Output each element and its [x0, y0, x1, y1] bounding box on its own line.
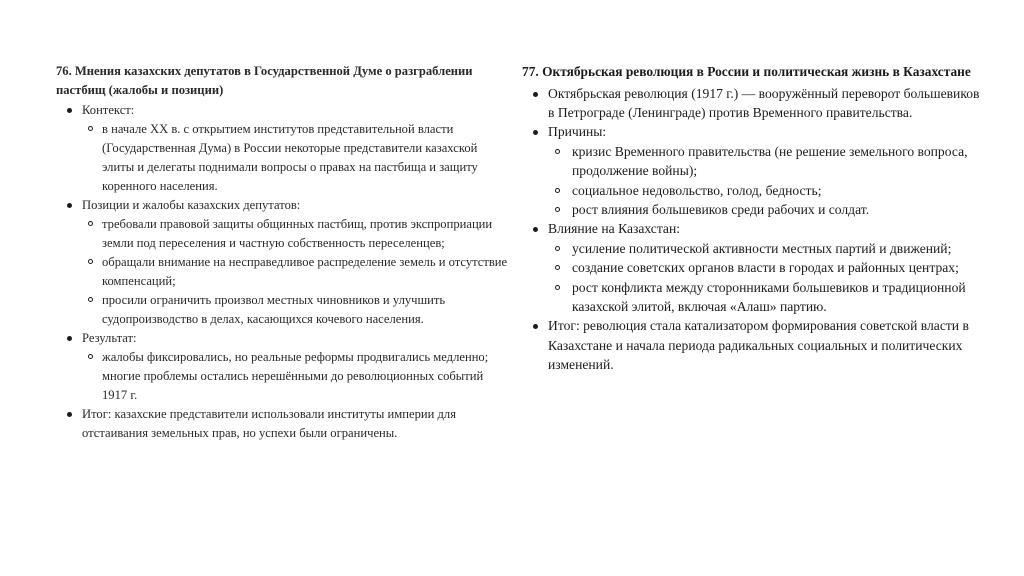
list-item: в начале XX в. с открытием институтов представительной власти (Государственная Дума) в России некоторые представители казахской элиты и делегаты поднимали вопросы о правах на пастбища и защиту коренного населения. — [102, 120, 508, 196]
list-item: рост конфликта между сторонниками большевиков и традиционной казахской элитой, включая «Алаш» партию. — [572, 278, 982, 317]
list-item: требовали правовой защиты общинных пастбищ, против экспроприации земли под переселения и частную собственность переселенцев; — [102, 215, 508, 253]
sub-bullet-list — [82, 120, 508, 196]
left-section-positions — [82, 196, 508, 329]
section-label: Контекст: — [82, 103, 135, 117]
list-item: просили ограничить произвол местных чиновников и улучшить судопроизводство в делах, касающихся кочевого населения. — [102, 291, 508, 329]
left-section-context — [82, 101, 508, 196]
right-bullet-list — [522, 84, 982, 375]
list-item: создание советских органов власти в городах и районных центрах; — [572, 258, 982, 277]
list-item: социальное недовольство, голод, бедность; — [572, 181, 982, 200]
right-column — [522, 62, 982, 375]
list-item: усиление политической активности местных партий и движений; — [572, 239, 982, 258]
left-bullet-list — [56, 101, 508, 443]
section-label: Причины: — [548, 124, 607, 140]
list-item: обращали внимание на несправедливое распределение земель и отсутствие компенсаций; — [102, 253, 508, 291]
sub-bullet-list — [548, 142, 982, 220]
section-label: Влияние на Казахстан: — [548, 221, 681, 237]
left-section-title: 76. Мнения казахских депутатов в Государственной Думе о разграблении пастбищ (жалобы и позиции) — [56, 64, 473, 97]
right-intro: Октябрьская революция (1917 г.) — вооружённый переворот большевиков в Петрограде (Ленинграде) против Временного правительства. — [548, 84, 982, 123]
right-section-influence — [548, 219, 982, 316]
sub-bullet-list — [548, 239, 982, 317]
left-section-result — [82, 329, 508, 405]
list-item: кризис Временного правительства (не решение земельного вопроса, продолжение войны); — [572, 142, 982, 181]
right-conclusion: Итог: революция стала катализатором формирования советской власти в Казахстане и начала периода радикальных социальных и политических изменений. — [548, 316, 982, 374]
left-conclusion: Итог: казахские представители использовали институты империи для отстаивания земельных прав, но успехи были ограничены. — [82, 405, 508, 443]
list-item: рост влияния большевиков среди рабочих и солдат. — [572, 200, 982, 219]
right-section-causes — [548, 122, 982, 219]
section-label: Результат: — [82, 331, 137, 345]
sub-bullet-list — [82, 348, 508, 405]
right-section-title: 77. Октябрьская революция в России и политическая жизнь в Казахстане — [522, 64, 971, 79]
list-item: жалобы фиксировались, но реальные реформы продвигались медленно; многие проблемы остались нерешёнными до революционных событий 1917 г. — [102, 348, 508, 405]
left-column — [56, 62, 508, 443]
section-label: Позиции и жалобы казахских депутатов: — [82, 198, 301, 212]
sub-bullet-list — [82, 215, 508, 329]
